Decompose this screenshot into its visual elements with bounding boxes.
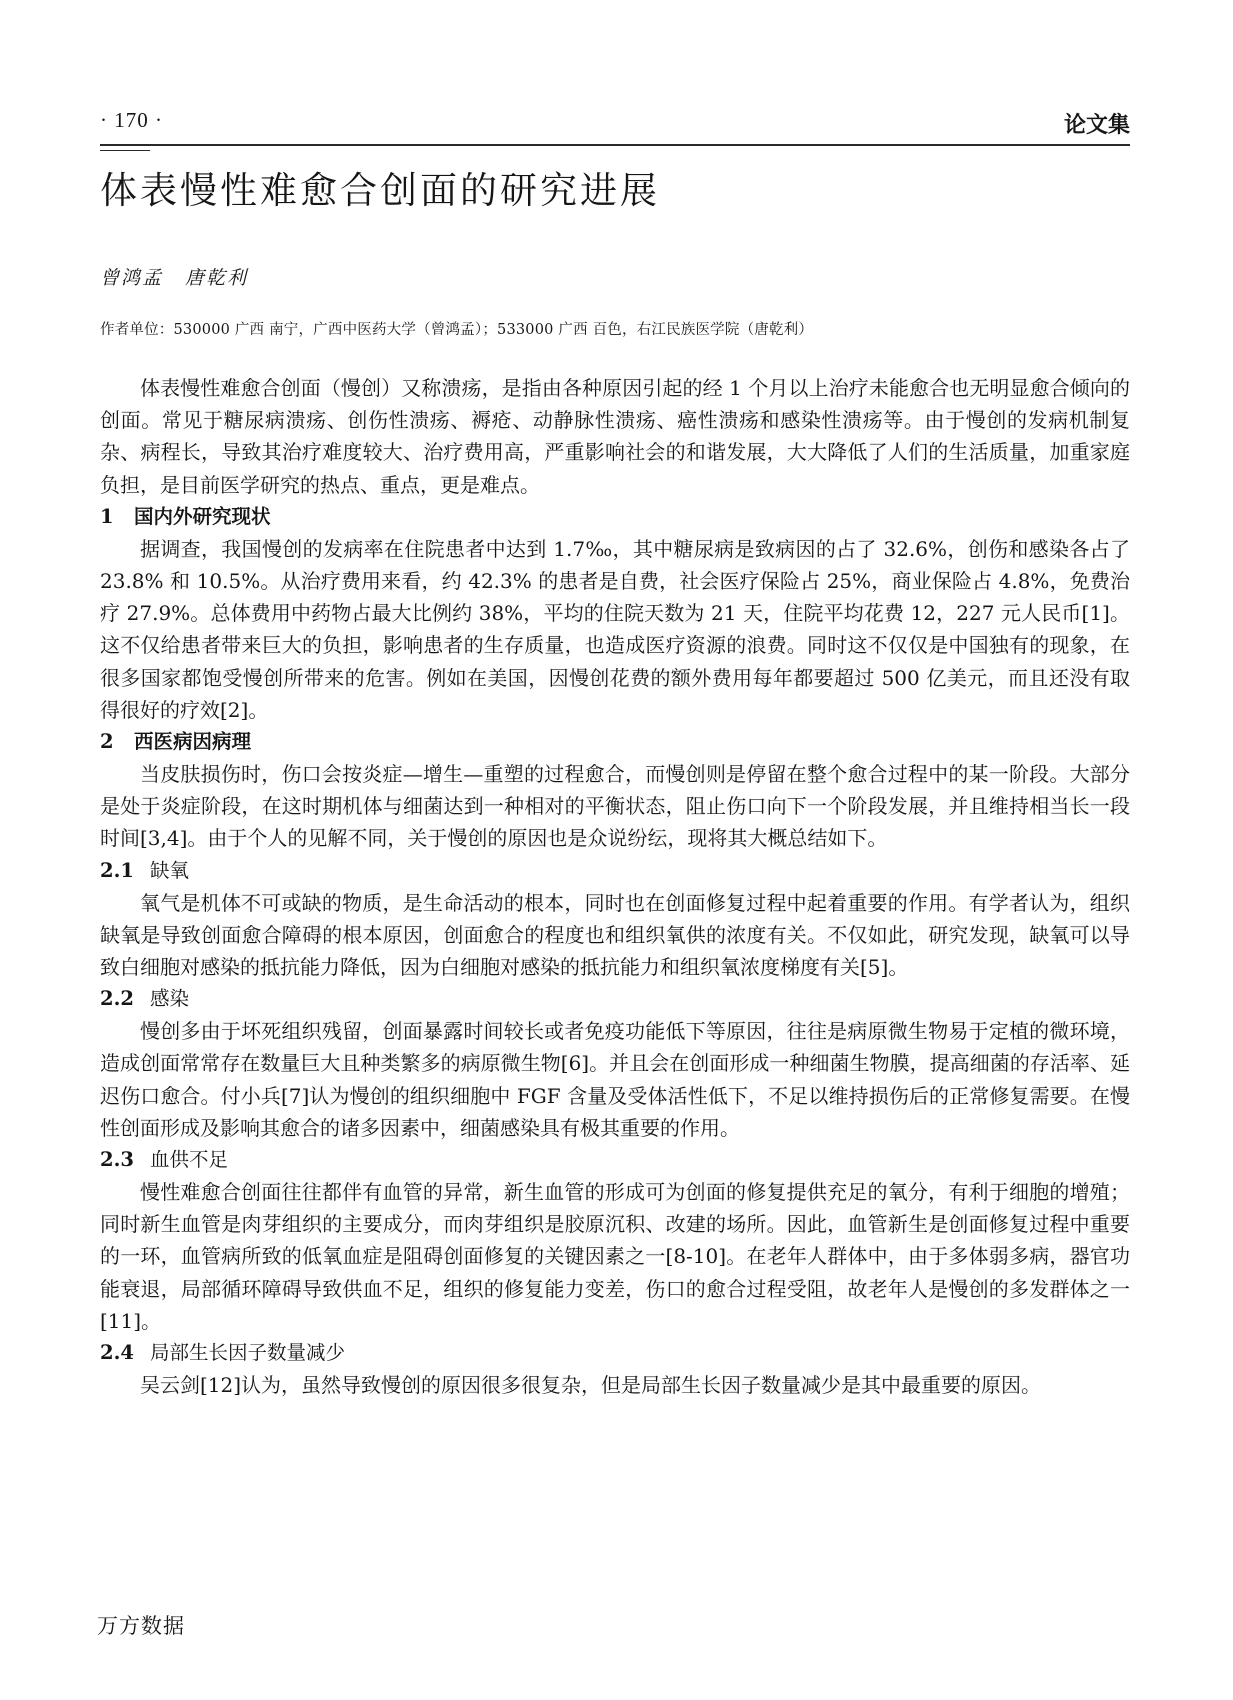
subsection-title: 感染 xyxy=(150,987,190,1011)
section-heading-2 xyxy=(100,726,1130,758)
subsection-title: 缺氧 xyxy=(150,858,190,882)
page-number: · 170 · xyxy=(100,108,163,132)
section-title: 西医病因病理 xyxy=(134,730,252,754)
header-rule xyxy=(100,144,1130,146)
subsection-title: 局部生长因子数量减少 xyxy=(150,1341,346,1365)
intro-paragraph: 体表慢性难愈合创面（慢创）又称溃疡，是指由各种原因引起的经 1 个月以上治疗未能愈合也无明显愈合倾向的创面。常见于糖尿病溃疡、创伤性溃疡、褥疮、动静脉性溃疡、癌性溃疡和感染性溃疡等。由于慢创的发病机制复杂、病程长，导致其治疗难度较大、治疗费用高，严重影响社会的和谐发展，大大降低了人们的生活质量，加重家庭负担，是目前医学研究的热点、重点，更是难点。 xyxy=(100,376,1130,497)
subsection-2-1-paragraph: 氧气是机体不可或缺的物质，是生命活动的根本，同时也在创面修复过程中起着重要的作用。有学者认为，组织缺氧是导致创面愈合障碍的根本原因，创面愈合的程度也和组织氧供的浓度有关。不仅如此，研究发现，缺氧可以导致白细胞对感染的抵抗能力降低，因为白细胞对感染的抵抗能力和组织氧浓度梯度有关[5]。 xyxy=(100,890,1130,980)
subsection-number: 2.3 xyxy=(100,1148,134,1172)
section-1-paragraph: 据调查，我国慢创的发病率在住院患者中达到 1.7‰，其中糖尿病是致病因的占了 32.6%，创伤和感染各占了 23.8% 和 10.5%。从治疗费用来看，约 42.3% 的患者是自费，社会医疗保险占 25%，商业保险占 4.8%，免费治疗 27.9%。总体费用中药物占最大比例约 38%，平均的住院天数为 21 天，住院平均花费 12，227 元人民币[1]。这不仅给患者带来巨大的负担，影响患者的生存质量，也造成医疗资源的浪费。同时这不仅仅是中国独有的现象，在很多国家都饱受慢创所带来的危害。例如在美国，因慢创花费的额外费用每年都要超过 500 亿美元，而且还没有取得很好的疗效[2]。 xyxy=(100,536,1130,722)
section-number: 1 xyxy=(100,504,114,528)
section-number: 2 xyxy=(100,730,114,754)
section-title: 国内外研究现状 xyxy=(134,504,271,528)
subsection-heading-2-3 xyxy=(100,1144,1130,1176)
subsection-heading-2-1 xyxy=(100,855,1130,887)
page-header xyxy=(100,108,1130,142)
subsection-2-2-paragraph: 慢创多由于坏死组织残留，创面暴露时间较长或者免疫功能低下等原因，往往是病原微生物易于定植的微环境，造成创面常常存在数量巨大且种类繁多的病原微生物[6]。并且会在创面形成一种细菌生物膜，提高细菌的存活率、延迟伤口愈合。付小兵[7]认为慢创的组织细胞中 FGF 含量及受体活性低下，不足以维持损伤后的正常修复需要。在慢性创面形成及影响其愈合的诸多因素中，细菌感染具有极其重要的作用。 xyxy=(100,1019,1130,1140)
collection-label: 论文集 xyxy=(1063,112,1130,138)
subsection-number: 2.4 xyxy=(100,1341,134,1365)
article-body xyxy=(100,372,1130,1401)
database-watermark: 万方数据 xyxy=(97,1614,185,1638)
subsection-2-3-paragraph: 慢性难愈合创面往往都伴有血管的异常，新生血管的形成可为创面的修复提供充足的氧分，有利于细胞的增殖；同时新生血管是肉芽组织的主要成分，而肉芽组织是胶原沉积、改建的场所。因此，血管新生是创面修复过程中重要的一环，血管病所致的低氧血症是阻碍创面修复的关键因素之一[8-10]。在老年人群体中，由于多体弱多病，器官功能衰退，局部循环障碍导致供血不足，组织的修复能力变差，伤口的愈合过程受阻，故老年人是慢创的多发群体之一[11]。 xyxy=(100,1180,1130,1333)
subsection-number: 2.1 xyxy=(100,858,134,882)
subsection-heading-2-2 xyxy=(100,983,1130,1015)
author-affiliation: 作者单位：530000 广西 南宁，广西中医药大学（曾鸿孟）；533000 广西 百色，右江民族医学院（唐乾利） xyxy=(100,322,814,338)
section-heading-1 xyxy=(100,501,1130,533)
subsection-number: 2.2 xyxy=(100,987,134,1011)
article-title: 体表慢性难愈合创面的研究进展 xyxy=(100,169,660,212)
subsection-2-4-paragraph: 吴云剑[12]认为，虽然导致慢创的原因很多很复杂，但是局部生长因子数量减少是其中最重要的原因。 xyxy=(140,1373,1042,1398)
subsection-title: 血供不足 xyxy=(150,1148,229,1172)
article-authors: 曾鸿孟 唐乾利 xyxy=(100,267,249,289)
header-rule-accent xyxy=(100,150,150,151)
section-2-paragraph: 当皮肤损伤时，伤口会按炎症—增生—重塑的过程愈合，而慢创则是停留在整个愈合过程中的某一阶段。大部分是处于炎症阶段，在这时期机体与细菌达到一种相对的平衡状态，阻止伤口向下一个阶段发展，并且维持相当长一段时间[3,4]。由于个人的见解不同，关于慢创的原因也是众说纷纭，现将其大概总结如下。 xyxy=(100,762,1130,851)
subsection-heading-2-4 xyxy=(100,1337,1130,1369)
